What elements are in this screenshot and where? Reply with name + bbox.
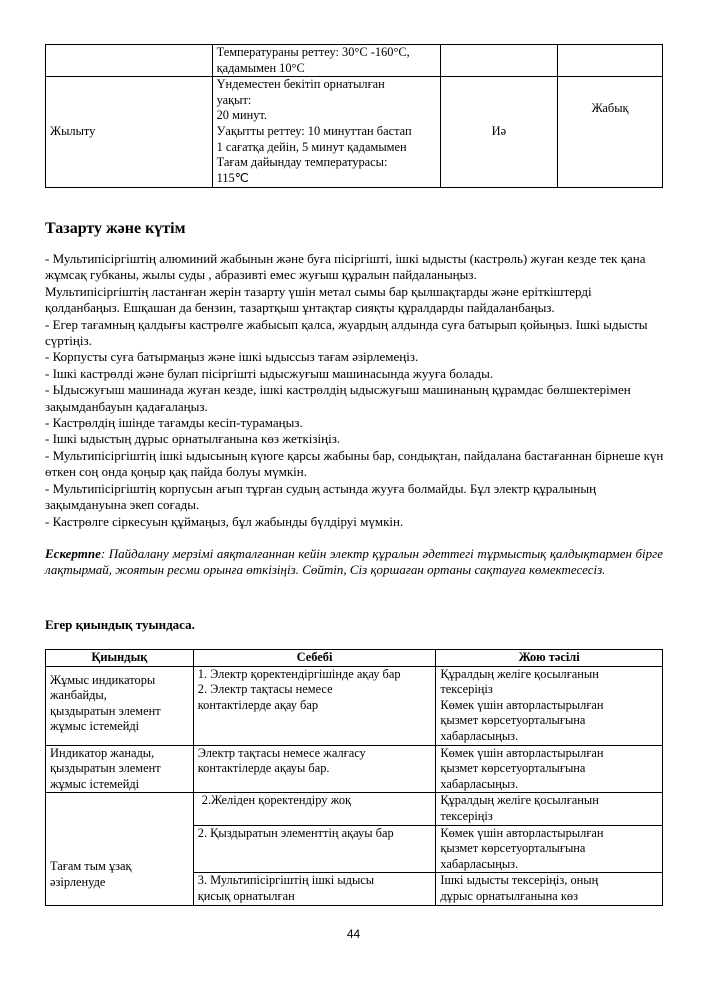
- cell-line: хабарласыңыз.: [440, 728, 519, 743]
- cell-line: Жұмыс индикаторы: [50, 672, 156, 687]
- cell-line: жұмыс істемейді: [50, 719, 140, 734]
- cause-cell: [193, 825, 436, 873]
- solution-cell: [436, 793, 663, 825]
- cell-line: Электр тақтасы немесе жалғасу: [197, 745, 366, 760]
- header-problem: Қиындық: [46, 650, 194, 667]
- instruction-item: - Ішкі ыдыстың дұрыс орнатылғанына көз жеткізіңіз.: [45, 431, 341, 447]
- description-line: қадамымен 10°С: [216, 60, 305, 75]
- cell-line: контактілерде ақауы бар.: [197, 761, 330, 776]
- cell-line: Құралдың желіге қосылғанын: [440, 793, 599, 808]
- cell: [440, 77, 558, 188]
- cell-line: Көмек үшін авторластырылған: [440, 697, 604, 712]
- cause-cell: [193, 745, 436, 793]
- problem-cell: [46, 666, 194, 745]
- description-line: 115℃: [216, 170, 249, 185]
- cause-cell: [193, 793, 436, 825]
- cell-line: тексеріңіз: [440, 682, 493, 697]
- instruction-item: - Кастрөлдің ішінде тағамды кесіп-турамаңыз.: [45, 415, 303, 431]
- cell-line: хабарласыңыз.: [440, 856, 519, 871]
- cell-line: қыздыратын элемент: [50, 703, 161, 718]
- cell-line: хабарласыңыз.: [440, 776, 519, 791]
- section-title: Тазарту және күтім: [45, 220, 186, 237]
- cell: [558, 77, 663, 188]
- note-label: Ескертпе: [45, 546, 101, 561]
- table-row: [46, 45, 663, 77]
- cause-cell: [193, 873, 436, 905]
- yes-value: Иә: [491, 124, 507, 139]
- description-line: Уақытты реттеу: 10 минуттан бастап: [216, 123, 412, 138]
- cell-line: Көмек үшін авторластырылған: [440, 825, 604, 840]
- troubleshooting-table: [45, 649, 663, 906]
- description-line: уақыт:: [216, 92, 252, 107]
- cell-line: әзірленуде: [50, 874, 106, 889]
- cell-line: 3. Мультипісіргіштің ішкі ыдысы: [197, 873, 375, 888]
- header-solution: Жою тәсілі: [436, 650, 663, 667]
- solution-cell: [436, 666, 663, 745]
- cell-line: контактілерде ақау бар: [197, 697, 319, 712]
- instruction-item: - Мультипісіргіштің корпусын ағып тұрған судың астында жууға болмайды. Бұл электр құралының зақымдануына экеп соғады.: [45, 480, 597, 513]
- note-text: : Пайдалану мерзімі аяқталғаннан кейін электр құралын әдеттегі тұрмыстық қалдықтармен бірге лақтырмай, жоятын ресми орынға өткізіңіз. Сөйтіп, Сіз қоршаған ортаны сақтауға көмектесесіз.: [45, 546, 663, 578]
- care-instructions: [45, 251, 665, 530]
- mode-label: Жылыту: [50, 124, 96, 139]
- cell-line: Ішкі ыдысты тексеріңіз, оның: [440, 873, 599, 888]
- table-row: [46, 793, 663, 825]
- description-line: Тағам дайындау температурасы:: [216, 155, 388, 170]
- solution-cell: [436, 825, 663, 873]
- instruction-item: - Мультипісіргіштің ішкі ыдысының күюге қарсы жабыны бар, сондықтан, пайдалана бастағаннан бірнеше күн өткен соң онда қоңыр қақ пайда болуы мүмкін.: [45, 447, 664, 480]
- table-row: [46, 666, 663, 745]
- problem-cell: [46, 745, 194, 793]
- header-cause: Себебі: [193, 650, 436, 667]
- disposal-note: [45, 546, 663, 579]
- instruction-item: - Ішкі кастрөлді және булап пісіргішті ыдысжуғыш машинасында жууға болады.: [45, 365, 494, 381]
- cell-line: қызмет көрсетуорталығына: [440, 713, 586, 728]
- cell-line: жанбайды,: [50, 688, 107, 703]
- table-header-row: [46, 650, 663, 667]
- cell-line: 1. Электр қоректендіргішінде ақау бар: [197, 666, 401, 681]
- cell-line: қызмет көрсетуорталығына: [440, 761, 586, 776]
- cell-line: Құралдың желіге қосылғанын: [440, 666, 599, 681]
- instruction-item: - Кастрөлге сіркесуын құймаңыз, бұл жабынды бүлдіруі мүмкін.: [45, 513, 404, 529]
- description-cell: [212, 45, 440, 77]
- instruction-item: Мультипісіргіштің ластанған жерін тазарту үшін метал сымы бар қылшақтарды және еріткіштерді қолданбаңыз. Ешқашан да бензин, тазартқыш ұнтақтар сияқты құралдарды пайдаланбаңыз.: [45, 283, 592, 316]
- description-line: 1 сағатқа дейін, 5 минут қадамымен: [216, 139, 407, 154]
- cell-line: дұрыс орнатылғанына көз: [440, 888, 578, 903]
- cell: [440, 45, 558, 77]
- solution-cell: [436, 745, 663, 793]
- troubleshooting-title: Егер қиындық туындаса.: [45, 617, 195, 632]
- page-number: 44: [346, 927, 361, 941]
- description-line: Үндеместен бекітіп орнатылған: [216, 77, 385, 92]
- cell: [558, 45, 663, 77]
- solution-cell: [436, 873, 663, 905]
- mode-cell: [46, 77, 213, 188]
- cell-line: қызмет көрсетуорталығына: [440, 841, 586, 856]
- cell-line: 2. Электр тақтасы немесе: [197, 682, 333, 697]
- cell-line: Тағам тым ұзақ: [50, 859, 132, 874]
- cell-line: Көмек үшін авторластырылған: [440, 745, 604, 760]
- cell-line: қисық орнатылған: [197, 888, 295, 903]
- cell-line: қыздыратын элемент: [50, 761, 161, 776]
- cause-cell: [193, 666, 436, 745]
- cell-line: жұмыс істемейді: [50, 776, 140, 791]
- cell-line: Индикатор жанады,: [50, 745, 155, 760]
- lid-state-value: Жабық: [591, 101, 629, 116]
- table-row: [46, 77, 663, 188]
- instruction-item: - Ыдысжуғыш машинада жуған кезде, ішкі кастрөлдің ыдысжуғыш машинаның құрамдас бөлшектерімен зақымданбауын қадағалаңыз.: [45, 382, 631, 414]
- instruction-item: - Егер тағамның қалдығы кастрөлге жабысып қалса, жуардың алдында суға батырып қойыңыз. Ішкі ыдысты сүртіңіз.: [45, 316, 648, 349]
- modes-table: [45, 44, 663, 188]
- cell-line: тексеріңіз: [440, 808, 493, 823]
- cell-line: 2.Желіден қоректендіру жоқ: [201, 793, 352, 808]
- mode-cell: [46, 45, 213, 77]
- description-line: Температураны реттеу: 30°С -160°С,: [216, 45, 410, 59]
- description-cell: [212, 77, 440, 188]
- table-row: [46, 745, 663, 793]
- instruction-item: - Мультипісіргіштің алюминий жабынын және буға пісіргішті, ішкі ыдысты (кастрөль) жуған кезде тек қана жұмсақ губканы, жылы суды , абразивті емес жуғыш құралын пайдаланыңыз.: [45, 251, 646, 283]
- cell-line: 2. Қыздыратын элементтің ақауы бар: [197, 825, 394, 840]
- instruction-item: - Корпусты суға батырмаңыз және ішкі ыдыссыз тағам әзірлемеңіз.: [45, 349, 419, 365]
- problem-cell: [46, 793, 194, 905]
- description-line: 20 минут.: [216, 108, 267, 123]
